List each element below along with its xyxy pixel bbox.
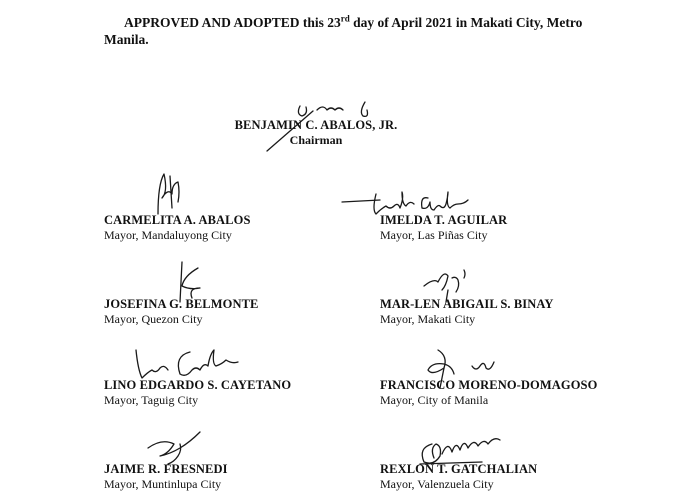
signatory-block-7 xyxy=(104,462,228,492)
signatory-name: LINO EDGARDO S. CAYETANO xyxy=(104,378,292,392)
signatory-name: REXLON T. GATCHALIAN xyxy=(380,462,538,476)
signatory-block-6 xyxy=(380,378,597,408)
signatory-name: CARMELITA A. ABALOS xyxy=(104,213,251,227)
signatory-block-8 xyxy=(380,462,537,492)
approval-line-1 xyxy=(104,14,644,31)
signatory-name: IMELDA T. AGUILAR xyxy=(380,213,508,227)
signatory-title: Mayor, Mandaluyong City xyxy=(104,228,232,242)
signature-abalos xyxy=(148,168,188,218)
signatory-name: JAIME R. FRESNEDI xyxy=(104,462,228,476)
signatory-block-4 xyxy=(380,297,554,327)
signatory-title: Mayor, Muntinlupa City xyxy=(104,477,222,491)
chairman-title: Chairman xyxy=(289,133,343,147)
signatory-title: Mayor, Quezon City xyxy=(104,312,203,326)
signatory-block-1 xyxy=(104,213,251,243)
chairman-name: BENJAMIN C. ABALOS, JR. xyxy=(234,118,398,132)
approval-statement xyxy=(104,14,644,48)
signatory-title: Mayor, Makati City xyxy=(380,312,476,326)
signatory-name: MAR-LEN ABIGAIL S. BINAY xyxy=(380,297,554,311)
signatory-title: Mayor, Las Piñas City xyxy=(380,228,488,242)
ordinal-suffix: rd xyxy=(340,13,350,24)
signatory-name: FRANCISCO MORENO-DOMAGOSO xyxy=(380,378,598,392)
signatory-name: JOSEFINA G. BELMONTE xyxy=(104,297,259,311)
signatory-block-3 xyxy=(104,297,258,327)
signatory-title: Mayor, City of Manila xyxy=(380,393,489,407)
approval-text-rest: day of April 2021 in Makati City, Metro xyxy=(349,15,583,30)
approval-text: APPROVED AND ADOPTED this 23 xyxy=(124,15,341,30)
approval-line-2: Manila. xyxy=(104,32,149,47)
signatory-block-2 xyxy=(380,213,507,243)
signatory-title: Mayor, Valenzuela City xyxy=(380,477,494,491)
signatory-title: Mayor, Taguig City xyxy=(104,393,199,407)
signatory-block-5 xyxy=(104,378,291,408)
chairman-block xyxy=(196,118,436,148)
